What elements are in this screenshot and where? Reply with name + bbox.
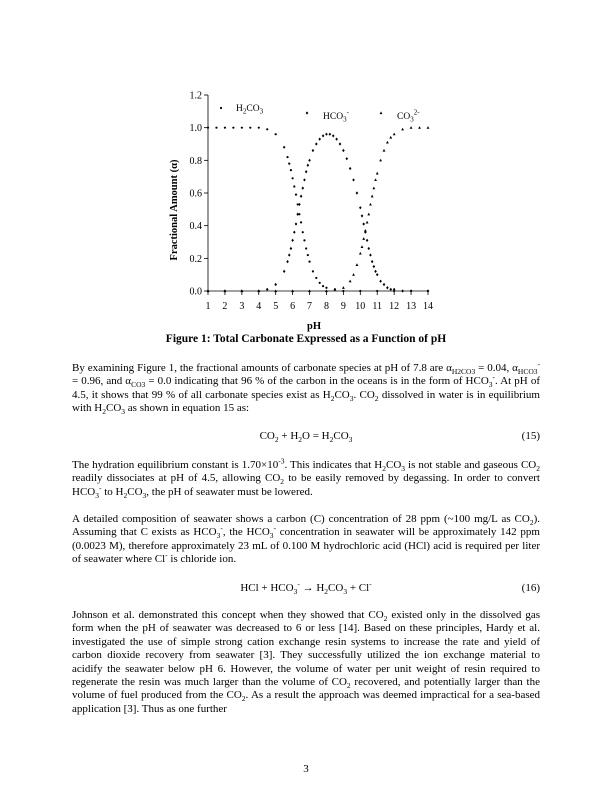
legend-label-co3: $CO_3^{2-}$	[397, 108, 420, 124]
data-point-hco3	[318, 138, 321, 141]
legend-label-h2co3: $H_2CO_3$	[236, 104, 264, 116]
data-point-co3	[367, 213, 370, 216]
data-point-hco3	[389, 288, 392, 291]
data-point-co3	[359, 252, 362, 255]
data-point-hco3	[356, 191, 359, 194]
data-point-h2co3	[307, 254, 309, 256]
data-point-hco3	[286, 260, 289, 263]
data-point-h2co3	[300, 221, 302, 223]
data-point-hco3	[339, 142, 342, 145]
paragraph-2: The hydration equilibrium constant is $1.70\times 10^{-3}$. This indicates that $H_2CO_3$ is not stable and gaseous $CO_2$ readily dissociates at pH of 4.5, allowing $CO_2$ to be easily removed by degassing. In order to convert $HCO_3^-$ to $H_2CO_3$, the pH of seawater must be lowered.	[72, 456, 540, 500]
paragraph-4: Johnson et al. demonstrated this concept when they showed that $CO_2$ existed only in the dissolved gas form when the pH of seawater was decreased to 6 or less [14]. Based on these principles, Hardy et al. investigated the use of simple strong cation exchange resin systems to increase the rate and yield of carbon dioxide recovery from seawater [3]. They successfully utilized the ion exchange material to acidify the seawater below pH 6. However, the volume of water per unit weight of resin required to regenerate the resin was much larger than the volume of $CO_2$ recovered, and potentially larger than the volume of fuel produced from the $CO_2$. As a result the approach was deemed impractical for a sea-based application [3]. Thus as one further	[72, 609, 540, 715]
x-tick-label: 6	[290, 301, 296, 312]
paragraph-1: By examining Figure 1, the fractional amounts of carbonate species at pH of 7.8 are $\alpha_{H2CO3} = 0.04$, $\alpha_{HCO3}^- = 0.96$, and $\alpha_{CO3} = 0.0$ indicating that 96 % of the carbon in the oceans is in the form of $HCO_3^-$. At pH of 4.5, it shows that 99 % of all carbonate species exist as $H_2CO_3$. $CO_2$ dissolved in water is in equilibrium with $H_2CO_3$ as shown in equation 15 as:	[72, 359, 541, 417]
x-tick-label: 13	[406, 301, 417, 312]
data-point-hco3	[352, 178, 355, 181]
x-axis-title: pH	[306, 321, 322, 332]
x-tick-label: 12	[389, 301, 400, 312]
data-point-hco3	[301, 187, 304, 190]
data-point-hco3	[379, 280, 382, 283]
data-point-co3	[361, 245, 364, 248]
data-point-co3	[352, 273, 355, 276]
y-tick-label: 0.2	[189, 253, 202, 265]
data-point-h2co3	[275, 133, 277, 135]
data-point-co3	[393, 133, 396, 136]
x-tick-label: 10	[355, 301, 366, 312]
data-point-hco3	[401, 289, 404, 292]
chart-legend	[236, 104, 420, 124]
data-point-h2co3	[303, 239, 305, 241]
data-point-hco3	[293, 231, 296, 234]
data-point-hco3	[274, 283, 277, 286]
data-point-h2co3	[283, 146, 285, 148]
data-point-hco3	[371, 260, 374, 263]
legend-label-hco3: $HCO_3^-$	[323, 108, 349, 124]
data-point-hco3	[386, 286, 389, 289]
data-point-h2co3	[232, 127, 234, 129]
data-point-hco3	[329, 133, 332, 136]
x-tick-label: 9	[340, 301, 346, 312]
data-point-h2co3	[224, 127, 226, 129]
data-point-hco3	[291, 239, 294, 242]
data-point-h2co3	[286, 156, 288, 158]
data-point-h2co3	[215, 127, 217, 129]
y-tick-label: 0.0	[189, 286, 202, 298]
data-point-h2co3	[293, 185, 295, 187]
data-point-h2co3	[312, 270, 314, 272]
data-point-hco3	[300, 195, 303, 198]
data-point-h2co3	[322, 285, 324, 287]
data-point-hco3	[288, 253, 291, 256]
data-point-h2co3	[305, 247, 307, 249]
data-point-hco3	[373, 265, 376, 268]
data-point-h2co3	[315, 277, 317, 279]
data-point-hco3	[383, 283, 386, 286]
data-point-co3	[371, 195, 374, 198]
equation-16	[72, 579, 540, 597]
data-point-co3	[401, 128, 404, 131]
data-point-hco3	[332, 134, 335, 137]
data-point-hco3	[366, 239, 369, 242]
data-point-h2co3	[207, 127, 209, 129]
y-tick-label: 0.6	[189, 188, 202, 200]
y-tick-label: 1.0	[189, 123, 202, 135]
data-point-hco3	[295, 222, 298, 225]
equation-15-body: $CO_2 + H_2O = H_2CO_3$	[259, 430, 353, 445]
x-tick-label: 1	[205, 301, 211, 312]
data-point-hco3	[376, 273, 379, 276]
data-point-co3	[386, 141, 389, 144]
data-point-h2co3	[241, 127, 243, 129]
y-axis-title: Fractional Amount (α)	[169, 159, 180, 261]
data-point-h2co3	[302, 231, 304, 233]
data-point-hco3	[305, 170, 308, 173]
data-point-h2co3	[325, 287, 327, 289]
data-point-hco3	[367, 247, 370, 250]
data-point-hco3	[283, 270, 286, 273]
equation-15-number: (15)	[521, 430, 540, 442]
data-point-co3	[356, 263, 359, 266]
data-point-hco3	[410, 289, 413, 292]
data-point-hco3	[335, 138, 338, 141]
data-point-co3	[379, 159, 382, 162]
data-point-hco3	[307, 164, 310, 167]
data-point-hco3	[322, 134, 325, 137]
data-point-h2co3	[288, 163, 290, 165]
x-tick-label: 2	[222, 301, 228, 312]
data-point-co3	[376, 172, 379, 175]
data-point-co3	[342, 286, 345, 289]
data-point-co3	[374, 178, 377, 181]
data-point-co3	[369, 203, 372, 206]
legend-marker-co3	[380, 111, 383, 114]
data-point-hco3	[298, 203, 301, 206]
data-point-hco3	[325, 133, 328, 136]
data-point-co3	[372, 187, 375, 190]
data-point-co3	[383, 149, 386, 152]
data-point-hco3	[303, 178, 306, 181]
equation-16-number: (16)	[521, 582, 540, 594]
data-point-hco3	[266, 288, 269, 291]
data-point-hco3	[290, 247, 293, 250]
data-point-hco3	[349, 167, 352, 170]
data-point-co3	[366, 221, 369, 224]
page-number: 3	[303, 763, 309, 775]
data-point-h2co3	[249, 127, 251, 129]
data-point-co3	[418, 126, 421, 129]
paragraph-3: A detailed composition of seawater shows a carbon (C) concentration of 28 ppm (~100 mg/L as $CO_2$). Assuming that C exists as $HCO_3^-$, the $HCO_3^-$ concentration in seawater will be approximately 142 ppm (0.0023 M), therefore approximately 23 mL of 0.100 M hydrochloric acid (HCl) acid is required per liter of seawater where Cl- is chloride ion.	[72, 513, 540, 566]
legend-marker-hco3	[306, 111, 309, 114]
data-point-h2co3	[359, 290, 361, 292]
data-point-hco3	[362, 222, 365, 225]
data-point-hco3	[312, 149, 315, 152]
carbonate-fraction-chart	[160, 86, 450, 346]
data-point-hco3	[359, 206, 362, 209]
data-point-co3	[362, 237, 365, 240]
x-tick-label: 5	[273, 301, 279, 312]
x-tick-label: 8	[323, 301, 329, 312]
data-point-h2co3	[342, 290, 344, 292]
data-point-hco3	[369, 253, 372, 256]
figure-caption: Figure 1: Total Carbonate Expressed as a Function of pH	[165, 333, 447, 345]
y-tick-label: 0.8	[189, 155, 202, 167]
x-tick-label: 7	[307, 301, 313, 312]
data-point-co3	[427, 126, 430, 129]
x-tick-label: 11	[372, 301, 383, 312]
data-point-h2co3	[290, 169, 292, 171]
x-tick-label: 3	[239, 301, 245, 312]
data-point-hco3	[308, 159, 311, 162]
data-point-h2co3	[292, 177, 294, 179]
data-point-hco3	[361, 214, 364, 217]
data-point-co3	[389, 136, 392, 139]
equation-16-body: HCl + $HCO_3^- \to H_2CO_3 + Cl^-$	[240, 579, 372, 597]
data-point-hco3	[345, 157, 348, 160]
x-tick-label: 14	[423, 301, 433, 312]
data-point-hco3	[315, 142, 318, 145]
data-point-hco3	[427, 289, 430, 292]
equation-15	[72, 430, 540, 444]
data-point-h2co3	[266, 128, 268, 130]
data-point-hco3	[342, 149, 345, 152]
x-tick-label: 4	[256, 301, 262, 312]
data-point-h2co3	[308, 261, 310, 263]
data-point-h2co3	[376, 290, 378, 292]
data-point-co3	[364, 229, 367, 232]
y-tick-label: 0.4	[189, 221, 202, 233]
data-point-hco3	[374, 270, 377, 273]
legend-marker-h2co3	[220, 107, 222, 109]
data-point-hco3	[296, 213, 299, 216]
y-tick-label: 1.2	[189, 90, 202, 102]
data-point-co3	[410, 126, 413, 129]
data-point-h2co3	[295, 194, 297, 196]
data-point-h2co3	[258, 127, 260, 129]
data-point-h2co3	[319, 282, 321, 284]
data-point-co3	[349, 280, 352, 283]
